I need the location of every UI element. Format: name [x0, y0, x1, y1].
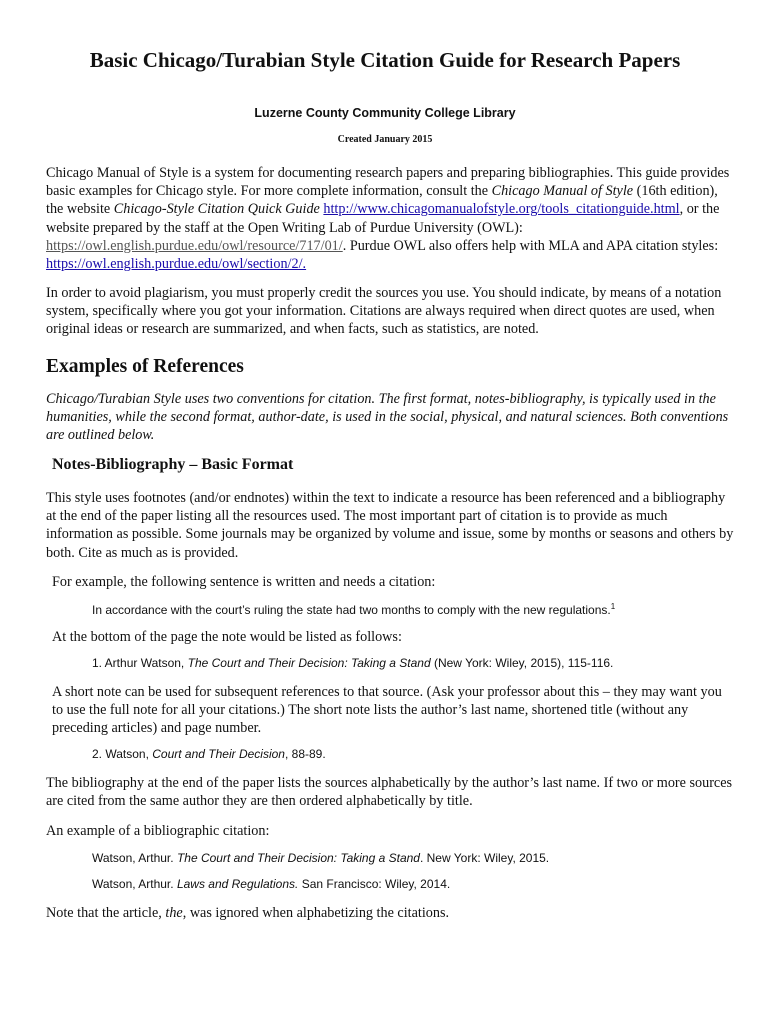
examples-heading: Examples of References	[46, 356, 244, 377]
purdue-owl-section-link[interactable]: https://owl.english.purdue.edu/owl/section/2/.	[46, 256, 307, 273]
bib2-author: Watson, Arthur.	[92, 877, 177, 891]
purdue-owl-link[interactable]: https://owl.english.purdue.edu/owl/resource/717/01/	[46, 237, 343, 254]
alphabetizing-note	[46, 904, 736, 922]
organization-name: Luzerne County Community College Library	[254, 106, 516, 120]
note1-prefix: 1. Arthur Watson,	[92, 656, 188, 670]
alphabetizing-note-prefix: Note that the article,	[46, 905, 166, 921]
bottom-of-page-text: At the bottom of the page the note would be listed as follows:	[52, 629, 402, 645]
bib2-publication: San Francisco: Wiley, 2014.	[298, 877, 451, 891]
for-example-text: For example, the following sentence is written and needs a citation:	[52, 574, 436, 590]
intro-text-2: (16th edition), the website	[46, 183, 718, 218]
created-date: Created January 2015	[337, 134, 433, 145]
chicago-guide-link[interactable]: http://www.chicagomanualofstyle.org/tools_citationguide.html	[323, 201, 680, 218]
note2-prefix: 2. Watson,	[92, 747, 153, 761]
note2-title: Court and Their Decision	[152, 747, 285, 761]
notes-bibliography-heading: Notes-Bibliography – Basic Format	[52, 456, 294, 473]
intro-text-1: Chicago Manual of Style is a system for documenting research papers and preparing bibliographies. This guide provides basic examples for Chicago style. For more complete information, consult the	[46, 165, 730, 200]
bibliography-paragraph: The bibliography at the end of the paper lists the sources alphabetically by the author’s last name. If two or more sources are cited from the same author they are then ordered alphabetically by title.	[46, 775, 733, 810]
note-example-1	[92, 656, 742, 670]
intro-text-4: . Purdue OWL also offers help with MLA and APA citation styles:	[342, 237, 719, 254]
bibliography-entry-2	[92, 877, 742, 891]
note-example-2	[92, 747, 742, 761]
alphabetizing-note-suffix: , was ignored when alphabetizing the citations.	[182, 905, 450, 921]
book-title: Chicago Manual of Style	[491, 183, 634, 200]
note1-suffix: (New York: Wiley, 2015), 115-116.	[430, 656, 614, 670]
intro-paragraph	[46, 164, 736, 273]
bibliographic-example-label: An example of a bibliographic citation:	[46, 823, 270, 839]
notes-paragraph: This style uses footnotes (and/or endnotes) within the text to indicate a resource has been referenced and a bibliography at the end of the paper listing all the resources used. The most important part of citation is to provide as much information as possible. Some journals may be organized by volume and issue, some by months or seasons and others by both. Cite as much as is provided.	[46, 490, 734, 561]
short-note-paragraph: A short note can be used for subsequent references to that source. (Ask your professor about this – they may want you to use the full note for all your citations.) The short note lists the author’s last name, shortened title (without any preceding articles) and page number.	[52, 684, 722, 737]
bib1-publication: . New York: Wiley, 2015.	[419, 851, 550, 865]
note2-suffix: , 88-89.	[284, 747, 326, 761]
bib1-title: The Court and Their Decision: Taking a Stand	[176, 851, 420, 865]
conventions-paragraph: Chicago/Turabian Style uses two conventions for citation. The first format, notes-bibliography, is typically used in the humanities, while the second format, author-date, is used in the social, physical, and natural sciences. Both conventions are outlined below.	[46, 391, 729, 444]
bib1-author: Watson, Arthur.	[92, 851, 177, 865]
plagiarism-paragraph: In order to avoid plagiarism, you must properly credit the sources you use. You should indicate, by means of a notation system, specifically where you got your information. Citations are always required when direct quotes are used, when original ideas or research are summarized, and when facts, such as statistics, are noted.	[46, 285, 722, 338]
note1-title: The Court and Their Decision: Taking a Stand	[187, 656, 431, 670]
example-sentence	[92, 602, 742, 617]
page-title: Basic Chicago/Turabian Style Citation Guide for Research Papers	[89, 48, 681, 72]
article-the: the	[165, 905, 183, 921]
bibliography-entry-1	[92, 851, 742, 865]
bib2-title: Laws and Regulations.	[176, 877, 299, 891]
intro-text-3: , or the website prepared by the staff at the Open Writing Lab of Purdue University (OWL):	[46, 201, 720, 236]
site-title: Chicago-Style Citation Quick Guide	[113, 201, 320, 218]
example-sentence-text: In accordance with the court’s ruling the state had two months to comply with the new regulations.	[92, 603, 611, 617]
footnote-marker: 1	[610, 602, 616, 611]
